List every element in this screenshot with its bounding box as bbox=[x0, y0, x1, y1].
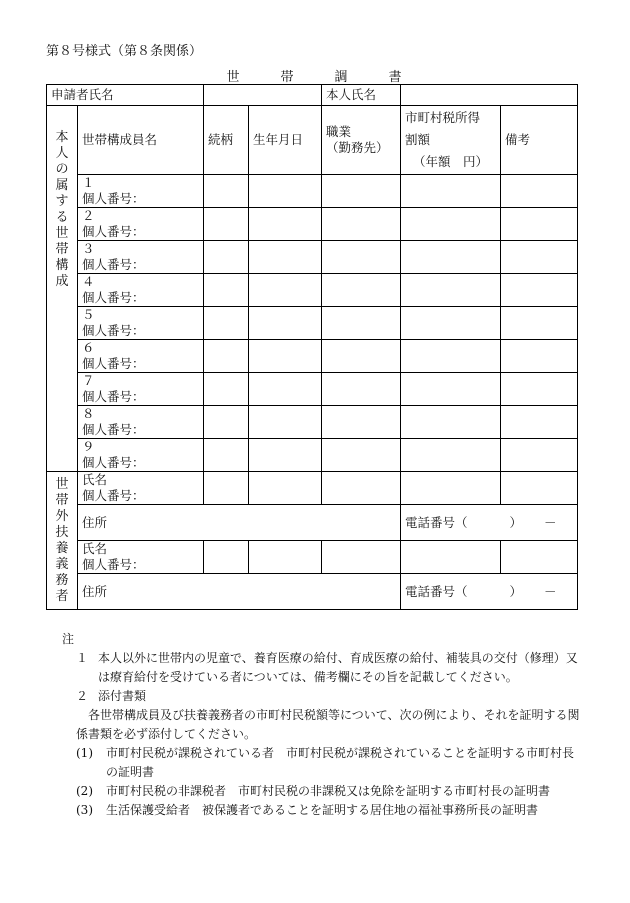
item2-text: 市町村民税の非課税者 市町村民税の非課税又は免除を証明する市町村長の証明書 bbox=[106, 784, 551, 798]
member-cell[interactable]: ２ 個人番号： bbox=[78, 208, 204, 241]
item3-text: 生活保護受給者 被保護者であることを証明する居住地の福祉事務所長の証明書 bbox=[106, 803, 539, 817]
notes-section bbox=[62, 630, 582, 820]
address-field[interactable]: 住所 bbox=[78, 505, 401, 541]
member-cell[interactable]: ７ 個人番号： bbox=[78, 373, 204, 406]
table-row bbox=[47, 241, 578, 274]
column-member-name: 世帯構成員名 bbox=[78, 106, 204, 175]
item1-text: 市町村民税が課税されている者 市町村民税が課税されていることを証明する市町村長の証明書 bbox=[106, 746, 575, 779]
tax-line1: 市町村税所得 bbox=[405, 110, 481, 125]
table-row bbox=[47, 307, 578, 340]
item3-number: (3) bbox=[76, 803, 93, 817]
table-row bbox=[47, 541, 578, 574]
note2-text: 各世帯構成員及び扶養義務者の市町村民税額等について、次の例により、それを証明する関係書類を必ず添付してください。 bbox=[76, 708, 580, 741]
member-cell[interactable]: ９ 個人番号： bbox=[78, 439, 204, 472]
page-title: 世 帯 調 書 bbox=[226, 70, 416, 85]
table-row bbox=[47, 505, 578, 541]
table-row bbox=[47, 574, 578, 610]
table-row bbox=[47, 208, 578, 241]
column-relation: 続柄 bbox=[204, 106, 249, 175]
applicant-name-field[interactable] bbox=[204, 85, 322, 106]
member-cell[interactable]: ４ 個人番号： bbox=[78, 274, 204, 307]
member-cell[interactable]: ８ 個人番号： bbox=[78, 406, 204, 439]
notes-heading: 注 bbox=[62, 632, 75, 646]
member-cell[interactable]: ３ 個人番号： bbox=[78, 241, 204, 274]
outside-section-label: 世帯外扶養義務者 bbox=[47, 472, 78, 610]
item2-number: (2) bbox=[76, 784, 93, 798]
header-row bbox=[47, 85, 578, 106]
applicant-name-label: 申請者氏名 bbox=[47, 85, 204, 106]
member-cell[interactable]: ５ 個人番号： bbox=[78, 307, 204, 340]
household-form-table bbox=[46, 84, 578, 610]
column-birthdate: 生年月日 bbox=[249, 106, 322, 175]
household-section-label: 本人の属する世帯構成 bbox=[47, 106, 78, 472]
column-remarks: 備考 bbox=[501, 106, 578, 175]
member-cell[interactable]: １ 個人番号： bbox=[78, 175, 204, 208]
item1-number: (1) bbox=[76, 746, 93, 760]
form-number-label: 第８号様式（第８条関係） bbox=[46, 44, 203, 59]
note2-number: ２ bbox=[76, 689, 89, 703]
occupation-line2: （勤務先） bbox=[326, 140, 389, 155]
phone-field[interactable]: 電話番号（ ） － bbox=[401, 505, 578, 541]
column-header-row bbox=[47, 106, 578, 175]
outside-name-cell[interactable]: 氏名 個人番号： bbox=[78, 472, 204, 505]
note2-heading: 添付書類 bbox=[98, 689, 147, 703]
person-name-label: 本人氏名 bbox=[322, 85, 401, 106]
table-row bbox=[47, 439, 578, 472]
table-row bbox=[47, 340, 578, 373]
person-name-field[interactable] bbox=[401, 85, 578, 106]
tax-line3: （年額 円） bbox=[413, 154, 489, 169]
column-occupation bbox=[322, 106, 401, 175]
table-row bbox=[47, 175, 578, 208]
member-cell[interactable]: ６ 個人番号： bbox=[78, 340, 204, 373]
address-field[interactable]: 住所 bbox=[78, 574, 401, 610]
table-row bbox=[47, 406, 578, 439]
table-row bbox=[47, 472, 578, 505]
phone-field[interactable]: 電話番号（ ） － bbox=[401, 574, 578, 610]
tax-line2: 割額 bbox=[405, 132, 431, 147]
column-tax bbox=[401, 106, 501, 175]
table-row bbox=[47, 274, 578, 307]
occupation-line1: 職業 bbox=[326, 124, 352, 139]
outside-name-cell[interactable]: 氏名 個人番号： bbox=[78, 541, 204, 574]
note1-text: 本人以外に世帯内の児童で、養育医療の給付、育成医療の給付、補装具の交付（修理）又は療育給付を受けている者については、備考欄にその旨を記載してください。 bbox=[98, 651, 578, 684]
note1-number: １ bbox=[76, 651, 89, 665]
table-row bbox=[47, 373, 578, 406]
